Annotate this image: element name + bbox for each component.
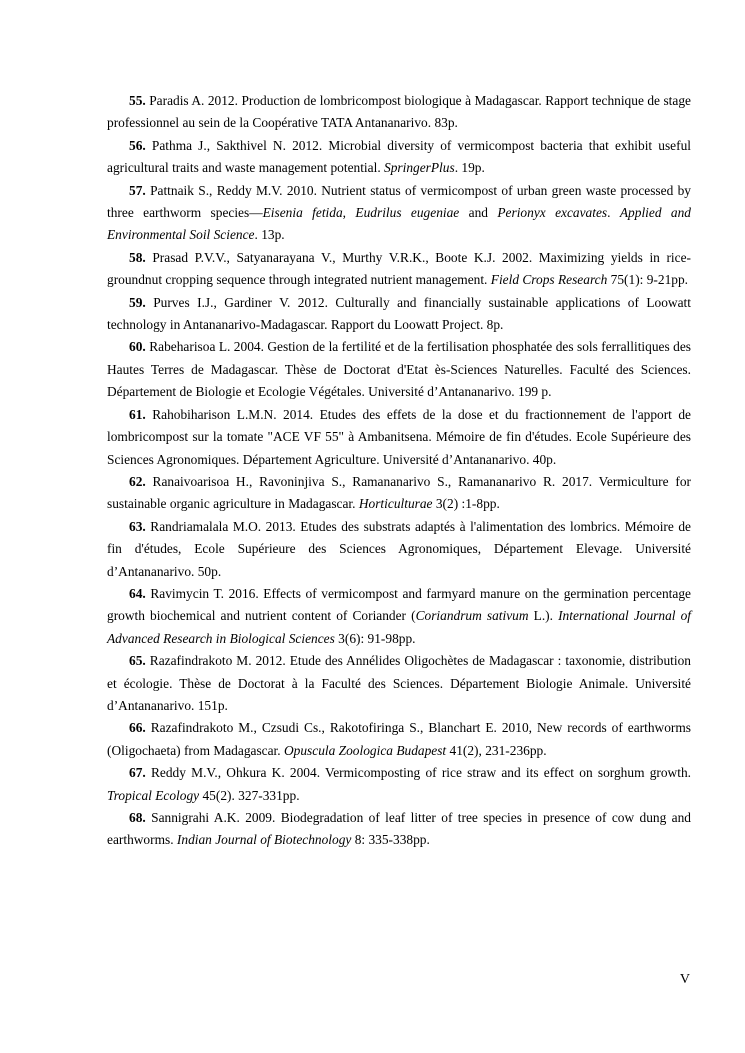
reference-italic-text: Eisenia fetida xyxy=(262,205,343,221)
reference-number: 59. xyxy=(129,294,146,310)
reference-number: 55. xyxy=(129,93,146,108)
reference-text: Paradis A. 2012. Production de lombricompost biologique à Madagascar. Rapport technique de stage professionnel au sein de la Coopérative TATA Antananarivo. 83p. xyxy=(107,93,691,131)
reference-entry xyxy=(107,180,691,247)
reference-number: 58. xyxy=(129,249,146,265)
reference-entry xyxy=(107,336,691,403)
reference-number: 68. xyxy=(129,810,146,825)
reference-text: L.). xyxy=(528,608,559,624)
reference-text: 41(2), 231-236pp. xyxy=(446,742,547,758)
reference-text: Razafindrakoto M., Czsudi Cs., Rakotofiringa S., Blanchart E. 2010, New records of earthworms (Oligochaeta) from Madagascar. xyxy=(107,720,691,758)
reference-text: 45(2). 327-331pp. xyxy=(199,787,300,803)
reference-text: Sannigrahi A.K. 2009. Biodegradation of leaf litter of tree species in presence of cow dung and earthworms. xyxy=(107,810,691,848)
reference-text: . 19p. xyxy=(454,160,485,176)
reference-number: 67. xyxy=(129,765,146,781)
reference-text: . 13p. xyxy=(254,227,285,243)
reference-entry xyxy=(107,135,691,180)
reference-italic-text: Indian Journal of Biotechnology xyxy=(176,832,352,848)
reference-entry xyxy=(107,404,691,471)
reference-entry xyxy=(107,471,691,516)
reference-text: , xyxy=(342,205,356,221)
reference-italic-text: Opuscula Zoologica Budapest xyxy=(283,742,447,758)
reference-italic-text: Tropical Ecology xyxy=(107,787,200,803)
reference-italic-text: Eudrilus eugeniae xyxy=(355,205,460,221)
reference-entry xyxy=(107,292,691,337)
reference-number: 61. xyxy=(129,406,146,422)
reference-text: Rahobiharison L.M.N. 2014. Etudes des effets de la dose et du fractionnement de l'apport de lombricompost sur la tomate "ACE VF 55" à Ambanitsena. Mémoire de fin d'études. Ecole Supérieure des Sciences Agronomiques. Département Agriculture. Université d’Antananarivo. 40p. xyxy=(107,406,691,467)
reference-italic-text: SpringerPlus xyxy=(384,160,455,176)
reference-text: Randriamalala M.O. 2013. Etudes des substrats adaptés à l'alimentation des lombrics. Mémoire de fin d'études, Ecole Supérieure des Sciences Agronomiques, Département Elevage. Université d’Antananarivo. 50p. xyxy=(107,518,691,579)
reference-number: 64. xyxy=(129,585,146,601)
reference-text: Reddy M.V., Ohkura K. 2004. Vermicomposting of rice straw and its effect on sorghum growth. xyxy=(150,765,691,781)
reference-text: . xyxy=(607,205,620,221)
reference-text: 75(1): 9-21pp. xyxy=(607,272,689,288)
reference-italic-text: Perionyx excavates xyxy=(497,205,608,221)
reference-number: 57. xyxy=(129,182,146,198)
reference-text: Rabeharisoa L. 2004. Gestion de la fertilité et de la fertilisation phosphatée des sols ferrallitiques des Hautes Terres de Madagascar. Thèse de Doctorat d'Etat ès-Sciences Naturelles. Faculté des Sciences. Département de Biologie et Ecologie Végétales. Université d’Antananarivo. 199 p. xyxy=(107,339,691,400)
reference-number: 60. xyxy=(129,339,146,355)
page-number: V xyxy=(679,972,690,987)
reference-entry xyxy=(107,516,691,583)
reference-italic-text: Applied and Environmental Soil Science xyxy=(107,205,691,243)
reference-number: 63. xyxy=(129,518,146,534)
reference-number: 62. xyxy=(129,473,146,489)
reference-text: Ravimycin T. 2016. Effects of vermicompost and farmyard manure on the germination percentage growth biochemical and nutrient content of Coriander ( xyxy=(107,585,691,624)
reference-italic-text: Field Crops Research xyxy=(490,272,608,288)
reference-number: 56. xyxy=(129,137,146,153)
reference-entry xyxy=(107,717,691,762)
reference-italic-text: International Journal of Advanced Research in Biological Sciences xyxy=(107,608,692,646)
reference-text: 3(6): 91-98pp. xyxy=(334,630,416,646)
reference-text: 8: 335-338pp. xyxy=(351,832,430,848)
reference-italic-text: Coriandrum sativum xyxy=(415,608,529,624)
reference-text: Pathma J., Sakthivel N. 2012. Microbial diversity of vermicompost bacteria that exhibit useful agricultural traits and waste management potential. xyxy=(107,137,692,176)
reference-text: Pattnaik S., Reddy M.V. 2010. Nutrient status of vermicompost of urban green waste processed by three earthworm species— xyxy=(107,182,691,221)
reference-entry xyxy=(107,583,691,650)
reference-entry xyxy=(107,90,691,135)
reference-text: Ranaivoarisoa H., Ravoninjiva S., Ramananarivo S., Ramananarivo R. 2017. Vermiculture for sustainable organic agriculture in Madagascar. xyxy=(107,473,691,512)
reference-number: 66. xyxy=(129,720,146,736)
reference-text: and xyxy=(459,205,498,221)
reference-text: 3(2) :1-8pp. xyxy=(432,496,500,512)
reference-list xyxy=(107,90,691,852)
reference-entry xyxy=(107,650,691,717)
reference-number: 65. xyxy=(129,653,146,669)
reference-italic-text: Horticulturae xyxy=(358,496,433,512)
reference-text: Razafindrakoto M. 2012. Etude des Annélides Oligochètes de Madagascar : taxonomie, distribution et écologie. Thèse de Doctorat à la Faculté des Sciences. Département Biologie Animale. Université d’Antananarivo. 151p. xyxy=(107,653,691,713)
reference-entry xyxy=(107,247,691,292)
reference-text: Purves I.J., Gardiner V. 2012. Culturally and financially sustainable applications of Loowatt technology in Antananarivo-Madagascar. Rapport du Loowatt Project. 8p. xyxy=(107,294,691,333)
reference-entry xyxy=(107,762,691,807)
reference-text: Prasad P.V.V., Satyanarayana V., Murthy V.R.K., Boote K.J. 2002. Maximizing yields in rice-groundnut cropping sequence through integrated nutrient management. xyxy=(107,249,691,288)
reference-entry xyxy=(107,807,691,852)
